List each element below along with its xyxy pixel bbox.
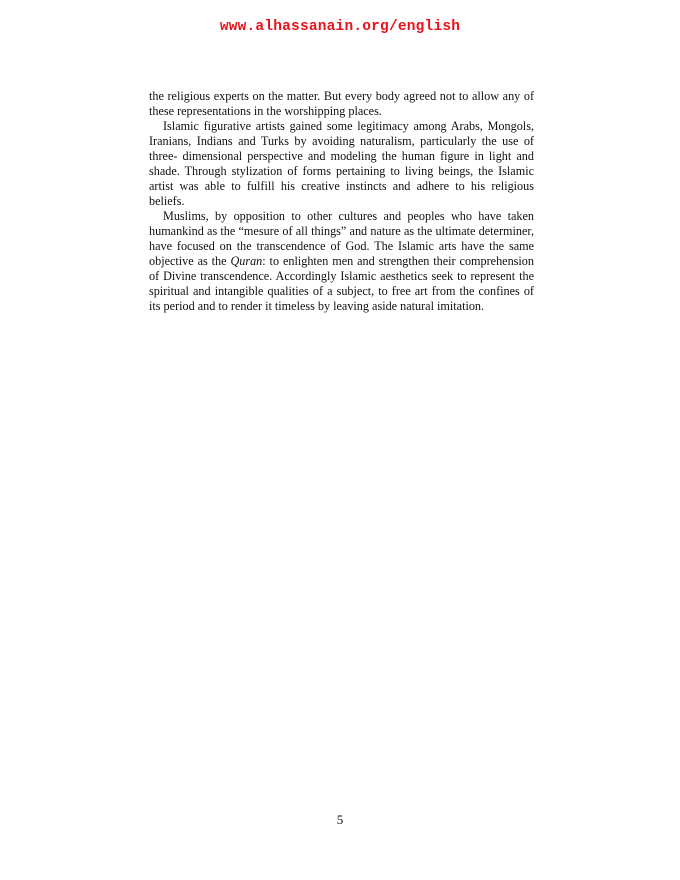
italic-term-quran: Quran xyxy=(230,254,263,268)
page-number: 5 xyxy=(336,812,344,827)
paragraph-figurative-artists: Islamic figurative artists gained some legitimacy among Arabs, Mongols, Iranians, Indians and Turks by avoiding naturalism, particularly the use of three- dimensional perspective and modeling the human figure in light and shade. Through stylization of forms pertaining to living beings, the Islamic artist was able to fulfill his creative instincts and adhere to his religious beliefs. xyxy=(149,119,534,208)
paragraph-text-segment: Muslims, by opposition to other cultures and peoples who have taken humankind as the “mesure of all things” and nature as the ultimate determiner, have focused on the transcendence of God. The Islamic arts have the same objective as the xyxy=(149,209,534,268)
paragraph-transcendence xyxy=(149,209,534,314)
paragraph-text-segment: : to enlighten men and strengthen their comprehension of Divine transcendence. Accordingly Islamic aesthetics seek to represent the spiritual and intangible qualities of a subject, to free art from the confines of its period and to render it timeless by leaving aside natural imitation. xyxy=(149,254,534,313)
site-url-header[interactable]: www.alhassanain.org/english xyxy=(219,19,461,35)
paragraph-continuation: the religious experts on the matter. But every body agreed not to allow any of these representations in the worshipping places. xyxy=(149,89,534,118)
body-text xyxy=(149,89,534,314)
